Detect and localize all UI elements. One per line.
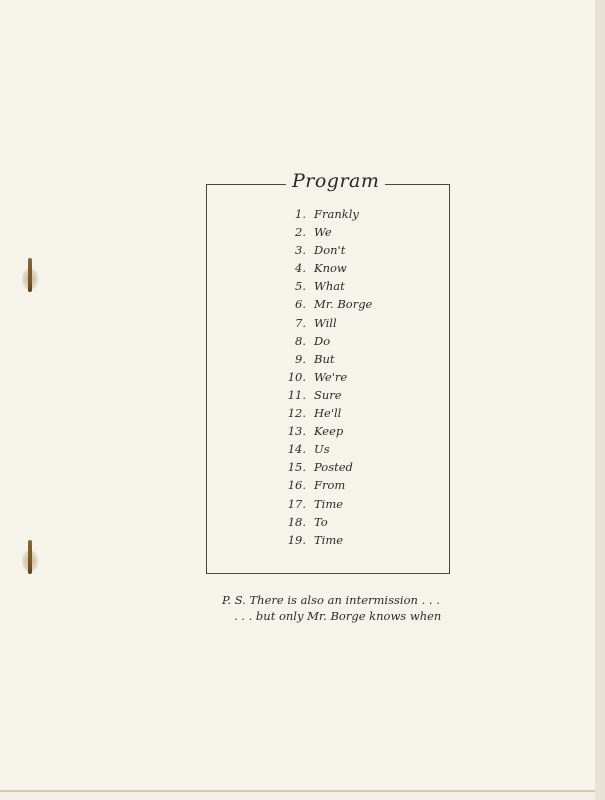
program-item xyxy=(280,277,372,295)
program-item xyxy=(280,513,372,531)
program-item-number: 1. xyxy=(295,207,306,221)
program-item-number: 11. xyxy=(287,387,306,402)
program-item xyxy=(280,205,372,223)
program-item xyxy=(280,332,372,350)
program-item xyxy=(280,476,372,494)
program-item-number: 18. xyxy=(287,514,306,529)
postscript xyxy=(222,592,441,624)
program-item-text: Us xyxy=(314,442,330,457)
program-item-text: Do xyxy=(314,333,331,348)
program-title: Program xyxy=(286,170,385,192)
program-item xyxy=(280,440,372,458)
program-item-text: To xyxy=(314,514,328,529)
postscript-line-1: P. S. There is also an intermission . . . xyxy=(222,593,440,607)
program-item xyxy=(280,386,372,404)
program-item-text: Frankly xyxy=(314,207,359,221)
program-item-text: Will xyxy=(314,315,337,330)
program-item-number: 15. xyxy=(287,460,306,475)
program-item-text: Know xyxy=(314,261,347,276)
program-item xyxy=(280,241,372,259)
program-list xyxy=(280,205,372,549)
program-item xyxy=(280,458,372,476)
program-item-text: Time xyxy=(314,496,344,511)
program-item-number: 2. xyxy=(295,225,306,240)
program-item-number: 12. xyxy=(287,406,306,421)
program-item-text: But xyxy=(314,351,335,366)
program-item-text: Mr. Borge xyxy=(314,297,373,312)
program-item xyxy=(280,350,372,368)
program-item-number: 9. xyxy=(295,351,306,366)
staple-top xyxy=(28,258,32,292)
program-item-text: Sure xyxy=(314,387,342,402)
program-item-number: 3. xyxy=(295,243,306,258)
program-item-number: 10. xyxy=(287,369,306,384)
program-item xyxy=(280,259,372,277)
program-item-number: 14. xyxy=(287,442,306,457)
program-item-number: 19. xyxy=(287,532,306,547)
program-item-number: 7. xyxy=(295,315,306,330)
program-item-number: 17. xyxy=(287,496,306,511)
program-item-text: Time xyxy=(314,532,344,547)
program-item-text: Don't xyxy=(314,243,346,258)
program-item xyxy=(280,314,372,332)
program-item xyxy=(280,422,372,440)
program-item-number: 13. xyxy=(287,424,306,439)
page-edge xyxy=(595,0,605,800)
program-item-number: 4. xyxy=(295,261,306,276)
program-item xyxy=(280,531,372,549)
program-item xyxy=(280,295,372,313)
postscript-line-2: . . . but only Mr. Borge knows when xyxy=(234,609,442,623)
program-item-number: 16. xyxy=(287,478,306,493)
program-item-text: Keep xyxy=(314,424,344,439)
program-item-text: We're xyxy=(314,369,348,384)
program-item-text: He'll xyxy=(314,406,342,421)
program-item-text: We xyxy=(314,225,332,240)
program-item-text: From xyxy=(314,478,346,493)
program-item xyxy=(280,368,372,386)
program-item-number: 6. xyxy=(295,297,306,312)
program-item-number: 5. xyxy=(295,279,306,294)
program-item xyxy=(280,495,372,513)
program-item xyxy=(280,223,372,241)
program-item xyxy=(280,404,372,422)
program-item-number: 8. xyxy=(295,333,306,348)
program-item-text: Posted xyxy=(314,460,353,475)
staple-bottom xyxy=(28,540,32,574)
program-item-text: What xyxy=(314,279,345,294)
